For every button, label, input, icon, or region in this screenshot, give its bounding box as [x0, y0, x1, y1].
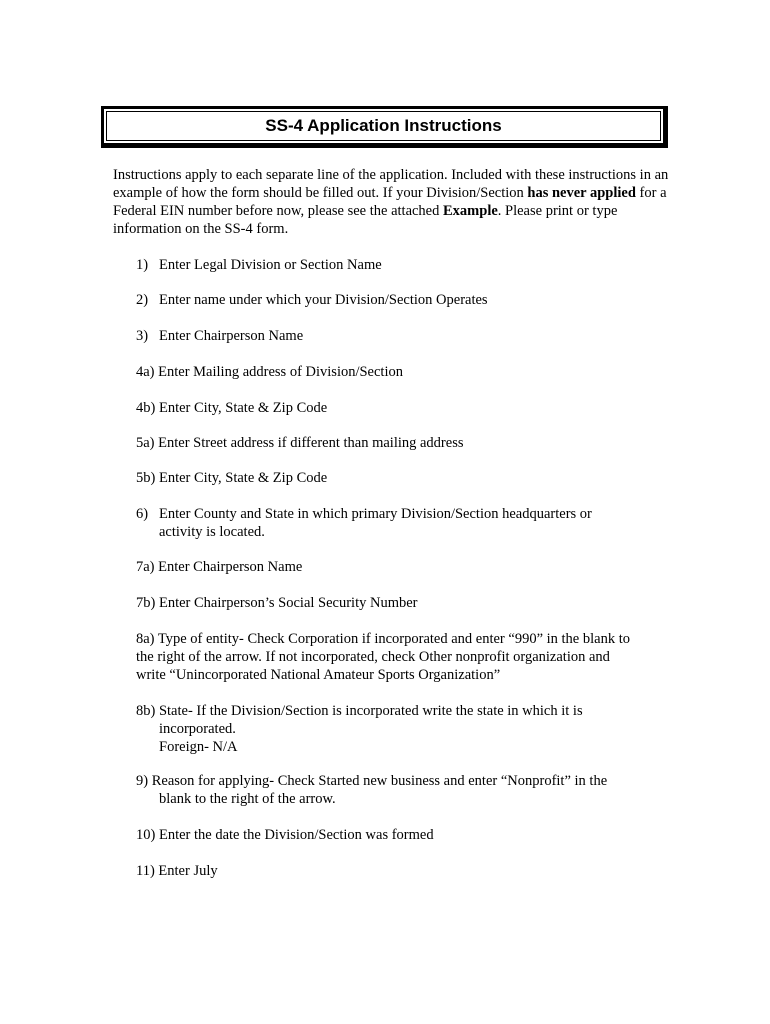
item-text: Type of entity- Check Corporation if incorporated and enter “990” in the blank to [157, 631, 630, 647]
item-text: Enter Chairperson Name [158, 559, 303, 575]
intro-bold-never-applied: has never applied [527, 185, 636, 201]
instruction-item-10 [136, 826, 666, 844]
item-text: Enter County and State in which primary Division/Section headquarters or [159, 506, 592, 522]
item-number: 7a) [136, 559, 155, 575]
item-text: Enter name under which your Division/Section Operates [159, 292, 488, 308]
item-number: 3) [136, 328, 149, 344]
instruction-item-7b [136, 594, 666, 612]
item-text: Enter City, State & Zip Code [158, 470, 328, 486]
item-text: Enter Legal Division or Section Name [159, 257, 382, 273]
item-number: 4b) [136, 400, 156, 416]
instruction-item-6 [136, 505, 666, 541]
intro-text-2: for a Federal EIN number before now, please see the attached [113, 185, 667, 219]
item-number: 5b) [136, 470, 156, 486]
instruction-item-3 [136, 327, 666, 345]
item-text-continued: blank to the right of the arrow. [159, 791, 336, 807]
item-text: Enter Street address if different than mailing address [158, 435, 464, 451]
item-text-continued: activity is located. [159, 524, 265, 540]
instruction-item-5a [136, 434, 666, 452]
intro-text-3: . Please print or type information on the SS-4 form. [113, 203, 618, 237]
instruction-item-1 [136, 256, 666, 274]
item-number: 2) [136, 292, 149, 308]
item-text: Enter the date the Division/Section was formed [158, 827, 434, 843]
item-text: Enter City, State & Zip Code [158, 400, 328, 416]
item-number: 5a) [136, 435, 155, 451]
item-text: Enter July [158, 863, 218, 879]
item-text-continued-2: Foreign- N/A [159, 739, 238, 755]
instruction-item-8a [136, 630, 666, 684]
instruction-item-5b [136, 469, 666, 487]
item-number: 7b) [136, 595, 156, 611]
item-number: 1) [136, 257, 149, 273]
item-text: State- If the Division/Section is incorporated write the state in which it is [158, 703, 583, 719]
item-number: 10) [136, 827, 156, 843]
item-text: Enter Chairperson Name [159, 328, 304, 344]
item-text-line-2: the right of the arrow. If not incorporated, check Other nonprofit organization and [136, 649, 610, 665]
instruction-item-4b [136, 399, 666, 417]
intro-paragraph [113, 166, 673, 238]
item-text: Enter Mailing address of Division/Section [158, 364, 403, 380]
instruction-item-11 [136, 862, 666, 880]
item-text-line-3: write “Unincorporated National Amateur Sports Organization” [136, 667, 501, 683]
item-text: Enter Chairperson’s Social Security Number [158, 595, 418, 611]
instruction-item-4a [136, 363, 666, 381]
item-number: 11) [136, 863, 155, 879]
instruction-item-9 [136, 772, 666, 808]
title-box [101, 106, 668, 148]
instruction-item-8b [136, 702, 666, 756]
instruction-item-2 [136, 291, 666, 309]
intro-bold-example: Example [443, 203, 498, 219]
item-number: 9) [136, 773, 149, 789]
instruction-item-7a [136, 558, 666, 576]
intro-text-1: Instructions apply to each separate line of the application. Included with these instructions in an example of how the form should be filled out. If your Division/Section [113, 167, 669, 201]
item-number: 6) [136, 506, 149, 522]
item-number: 4a) [136, 364, 155, 380]
item-number: 8b) [136, 703, 156, 719]
item-number: 8a) [136, 631, 155, 647]
item-text-continued: incorporated. [159, 721, 236, 737]
page-title: SS-4 Application Instructions [106, 111, 661, 141]
item-text: Reason for applying- Check Started new business and enter “Nonprofit” in the [151, 773, 608, 789]
